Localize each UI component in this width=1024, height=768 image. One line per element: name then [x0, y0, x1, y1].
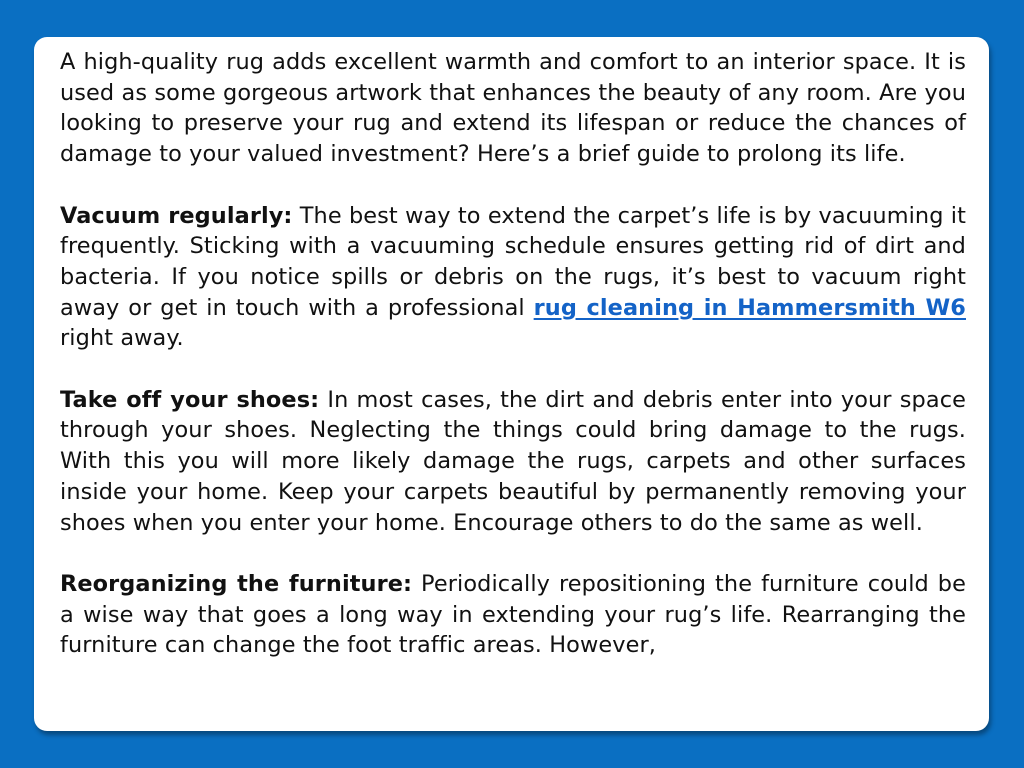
furniture-text: Periodically repositioning the furniture could be a wise way that goes a long way in extending your rug’s life. Rearranging the furniture can change the foot traffic areas. However, — [60, 570, 966, 659]
shoes-text: In most cases, the dirt and debris enter into your space through your shoes. Neglecting the things could bring damage to the rugs. With this you will more likely damage the rugs, carpets and other surfaces inside your home. Keep your carpets beautiful by permanently removing your shoes when you enter your home. Encourage others to do the same as well. — [60, 386, 966, 536]
vacuum-text: The best way to extend the carpet’s life is by vacuuming it frequently. Sticking with a vacuuming schedule ensures getting rid of dirt and bacteria. If you notice spills or debris on the rugs, it’s best to vacuum right away or get in touch with a professional — [60, 202, 966, 321]
vacuum-text-end: right away. — [60, 325, 184, 352]
shoes-paragraph — [60, 385, 966, 539]
rug-cleaning-link[interactable]: rug cleaning in Hammersmith W6 — [533, 294, 966, 321]
article-body — [60, 47, 966, 661]
furniture-heading: Reorganizing the furniture: — [60, 570, 413, 597]
vacuum-heading: Vacuum regularly: — [60, 202, 293, 229]
intro-text: A high-quality rug adds excellent warmth and comfort to an interior space. It is used as some gorgeous artwork that enhances the beauty of any room. Are you looking to preserve your rug and extend its lifespan or reduce the chances of damage to your valued investment? Here’s a brief guide to prolong its life. — [60, 49, 966, 168]
intro-paragraph — [60, 47, 966, 170]
furniture-paragraph — [60, 569, 966, 661]
vacuum-paragraph — [60, 201, 966, 355]
shoes-heading: Take off your shoes: — [60, 386, 320, 413]
slide-card — [34, 37, 989, 731]
